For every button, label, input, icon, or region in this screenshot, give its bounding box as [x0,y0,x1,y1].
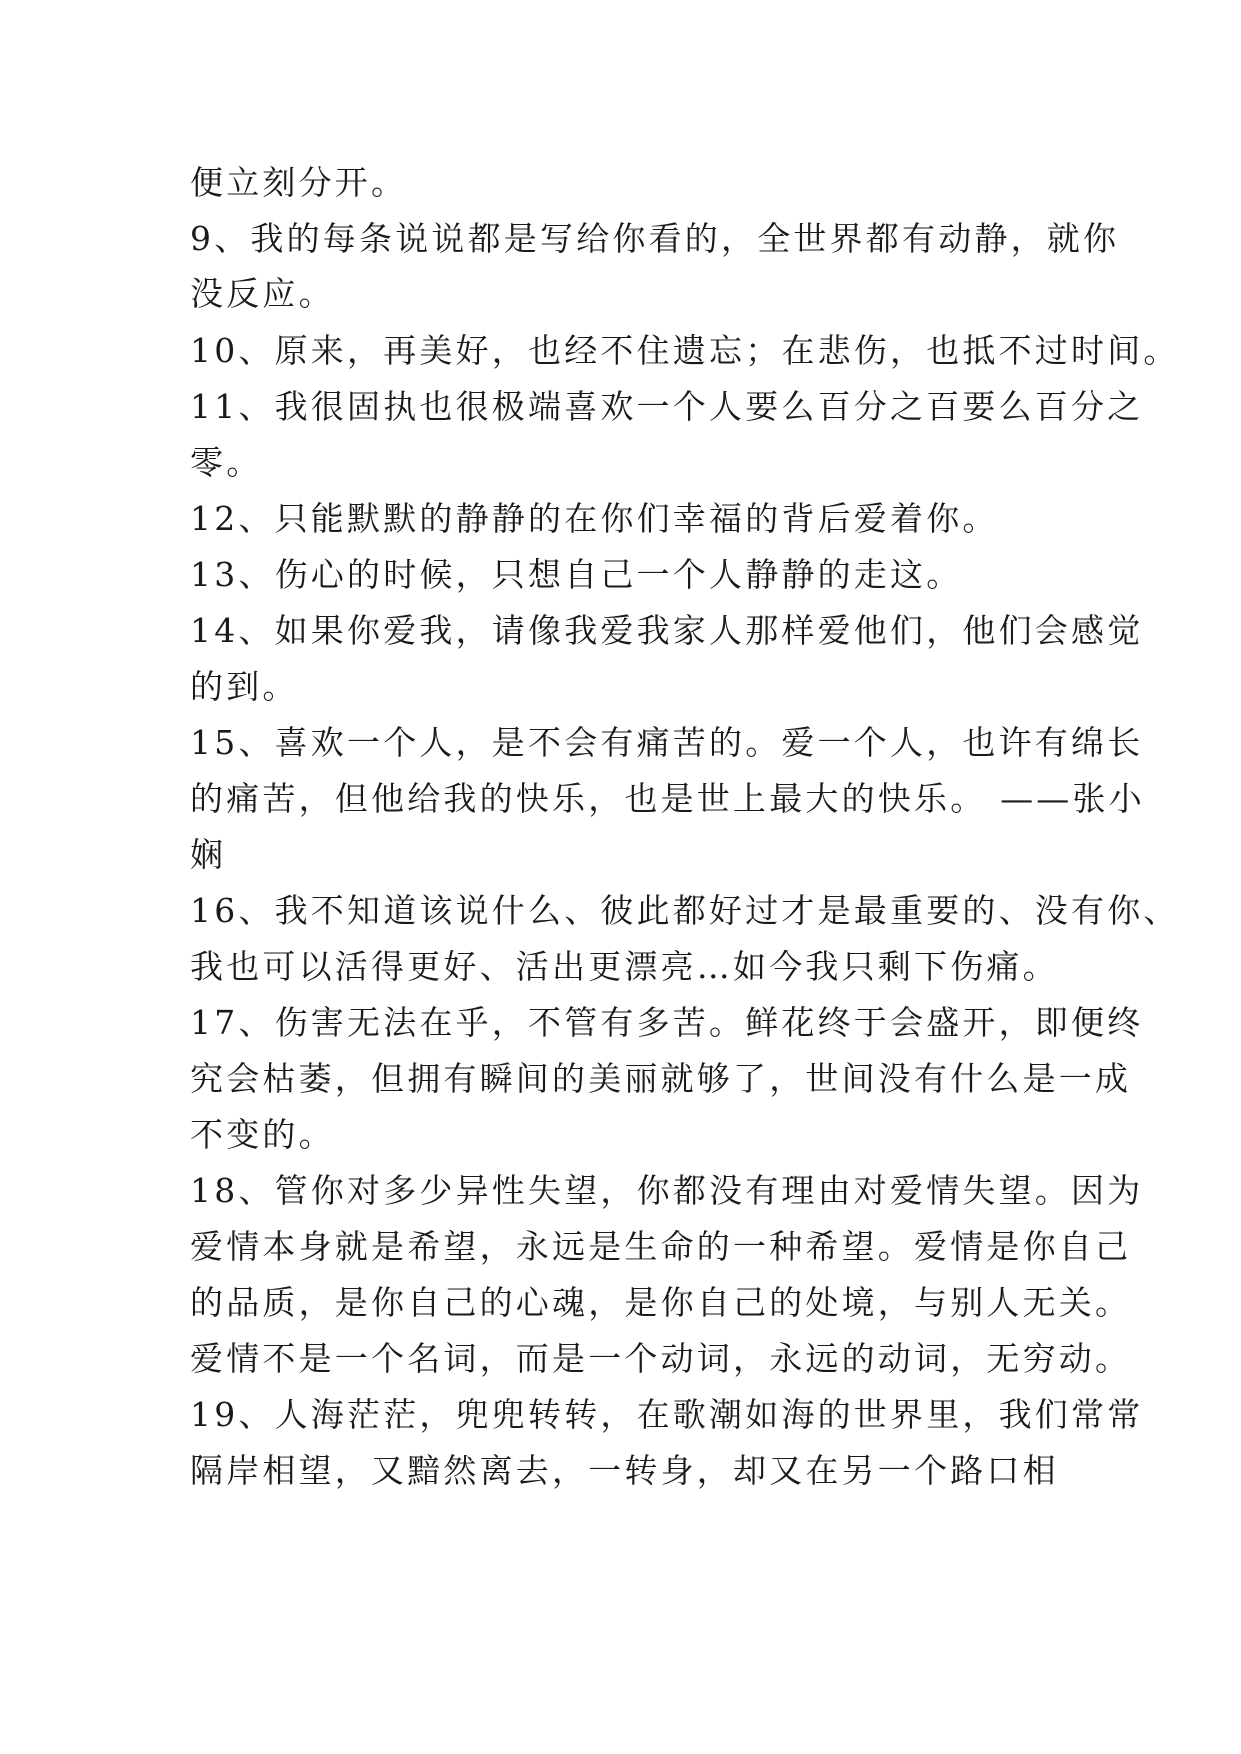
text-line: 11、我很固执也很极端喜欢一个人要么百分之百要么百分之 [190,387,1144,426]
text-line: 零。 [190,443,263,482]
text-line: 14、如果你爱我，请像我爱我家人那样爱他们，他们会感觉 [190,611,1144,650]
text-line: 10、原来，再美好，也经不住遗忘；在悲伤，也抵不过时间。 [190,331,1180,370]
text-line: 究会枯萎，但拥有瞬间的美丽就够了，世间没有什么是一成 [190,1059,1132,1098]
text-line: 18、管你对多少异性失望，你都没有理由对爱情失望。因为 [190,1171,1144,1210]
text-line: 的痛苦，但他给我的快乐，也是世上最大的快乐。 ——张小 [190,779,1145,818]
text-line: 13、伤心的时候，只想自己一个人静静的走这。 [190,555,963,594]
text-line: 不变的。 [190,1115,335,1154]
text-line: 娴 [190,835,227,874]
text-line: 爱情本身就是希望，永远是生命的一种希望。爱情是你自己 [190,1227,1132,1266]
text-line: 9、我的每条说说都是写给你看的，全世界都有动静，就你 [190,219,1120,258]
text-line: 我也可以活得更好、活出更漂亮…如今我只剩下伤痛。 [190,947,1059,986]
text-line: 隔岸相望，又黯然离去，一转身，却又在另一个路口相 [190,1451,1059,1490]
text-line: 19、人海茫茫，兜兜转转，在歌潮如海的世界里，我们常常 [190,1395,1144,1434]
text-line: 12、只能默默的静静的在你们幸福的背后爱着你。 [190,499,999,538]
text-line: 没反应。 [190,274,335,313]
text-line: 的到。 [190,667,299,706]
text-line: 15、喜欢一个人，是不会有痛苦的。爱一个人，也许有绵长 [190,723,1144,762]
text-line: 16、我不知道该说什么、彼此都好过才是最重要的、没有你、 [190,891,1180,930]
text-line: 便立刻分开。 [190,163,408,202]
text-line: 17、伤害无法在乎，不管有多苦。鲜花终于会盛开，即便终 [190,1003,1144,1042]
text-line: 的品质，是你自己的心魂，是你自己的处境，与别人无关。 [190,1283,1132,1322]
text-line: 爱情不是一个名词，而是一个动词，永远的动词，无穷动。 [190,1339,1132,1378]
